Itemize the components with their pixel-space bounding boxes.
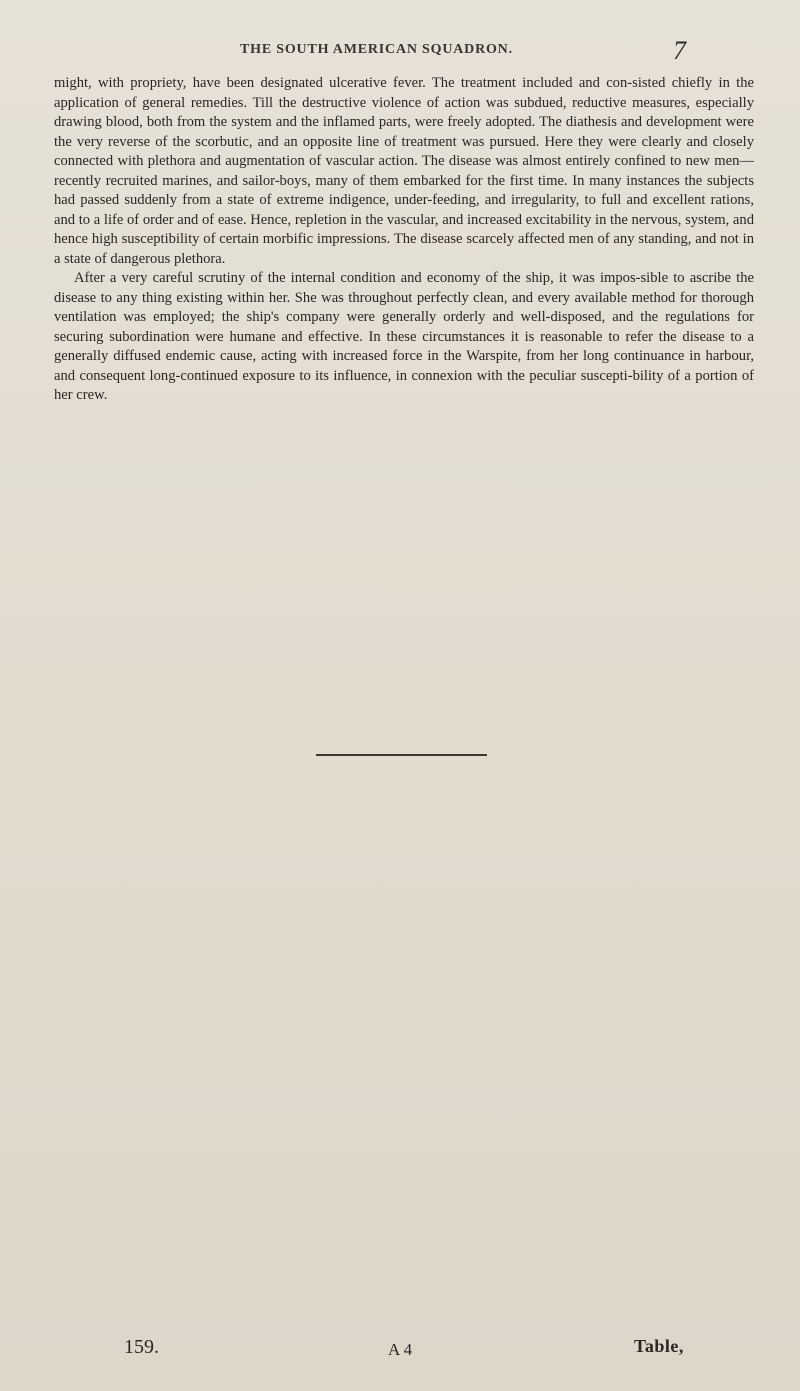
signature-mark: A 4 — [388, 1340, 413, 1359]
page-footer — [0, 1336, 800, 1376]
running-head — [0, 36, 800, 66]
body-text — [54, 74, 754, 406]
catchword: Table, — [634, 1336, 684, 1356]
paragraph-2: After a very careful scrutiny of the internal condition and economy of the ship, it was impos-sible to ascribe the disease to any thing existing within her. She was throughout perfectly clean, and every available method for thorough ventilation was employed; the ship's company were generally orderly and well-disposed, and the regulations for securing subordination were humane and effective. In these circumstances it is reasonable to refer the disease to a generally diffused endemic cause, acting with increased force in the Warspite, from her long continuance in harbour, and consequent long-continued exposure to its influence, in connexion with the peculiar suscepti-bility of a portion of her crew. — [54, 270, 754, 403]
paragraph-1: might, with propriety, have been designated ulcerative fever. The treatment included and con-sisted chiefly in the application of general remedies. Till the destructive violence of action was subdued, reductive measures, especially drawing blood, both from the system and the inflamed parts, were freely adopted. The diathesis and development were the very reverse of the scorbutic, and an opposite line of treatment was pursued. Here they were clearly and closely connected with plethora and augmentation of vascular action. The disease was almost entirely confined to new men—recently recruited marines, and sailor-boys, many of them embarked for the first time. In many instances the subjects had passed suddenly from a state of extreme indigence, under-feeding, and irregularity, to full and excellent rations, and to a life of order and of ease. Hence, repletion in the vascular, and increased excitability in the nervous, system, and hence high susceptibility of certain morbific impressions. The disease scarcely affected men of any standing, and not in a state of dangerous plethora. — [54, 75, 754, 267]
folio-number: 159. — [124, 1336, 159, 1358]
page-number: 7 — [673, 36, 686, 65]
running-title: THE SOUTH AMERICAN SQUADRON. — [240, 42, 513, 57]
section-divider — [316, 754, 487, 756]
